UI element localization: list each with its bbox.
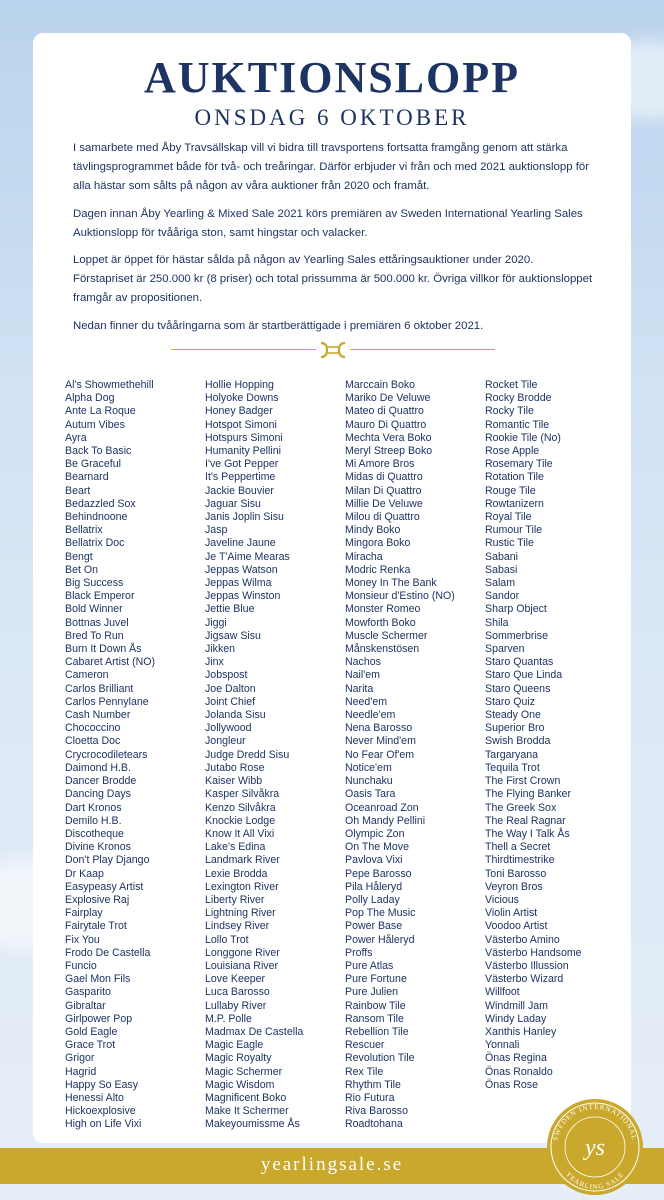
- horse-name: Never Mind'em: [345, 735, 416, 748]
- horse-name: Luca Barosso: [205, 986, 270, 999]
- horse-name: On The Move: [345, 841, 409, 854]
- horse-name: Mechta Vera Boko: [345, 431, 432, 444]
- horse-name: Jigsaw Sisu: [205, 629, 261, 642]
- horse-name: I've Got Pepper: [205, 458, 279, 471]
- horse-name: The Greek Sox: [485, 801, 557, 814]
- horse-name: Millie De Veluwe: [345, 497, 423, 510]
- horse-name: Bet On: [65, 563, 98, 576]
- horse-name: Steady One: [485, 709, 541, 722]
- horse-name: Proffs: [345, 946, 373, 959]
- horse-name: Funcio: [65, 959, 97, 972]
- horse-name: Cameron: [65, 669, 109, 682]
- horse-name: Oasis Tara: [345, 788, 396, 801]
- horse-name: Jettie Blue: [205, 603, 255, 616]
- horse-name: Revolution Tile: [345, 1052, 415, 1065]
- horse-name: Rainbow Tile: [345, 999, 406, 1012]
- horse-name: Oh Mandy Pellini: [345, 814, 426, 827]
- horse-name: Liberty River: [205, 893, 265, 906]
- horse-name: Meryl Streep Boko: [345, 445, 433, 458]
- horse-name: Voodoo Artist: [485, 920, 548, 933]
- horse-name: Sharp Object: [485, 603, 547, 616]
- horse-name: Beart: [65, 484, 91, 497]
- horse-name: Rotation Tile: [485, 471, 544, 484]
- horse-name: Västerbo Wizard: [485, 973, 564, 986]
- horse-name: Mingora Boko: [345, 537, 411, 550]
- horse-name: Mariko De Veluwe: [345, 392, 431, 405]
- horse-name: Al's Showmethehill: [65, 379, 154, 391]
- horse-name: Västerbo Illussion: [485, 959, 569, 972]
- horse-name: Makeyoumissme Ås: [205, 1118, 300, 1131]
- horse-name: Grigor: [65, 1052, 95, 1065]
- horse-name: Grace Trot: [65, 1039, 116, 1052]
- horse-name: Bottnas Juvel: [65, 616, 129, 629]
- horse-name: Jackie Bouvier: [205, 484, 274, 497]
- horse-name: Mateo di Quattro: [345, 405, 424, 418]
- horse-column-1: [65, 379, 205, 1132]
- horse-name: Sommerbrise: [485, 629, 548, 642]
- horse-name: Bellatrix Doc: [65, 537, 125, 550]
- horse-name: Toni Barosso: [485, 867, 547, 880]
- horse-name: Bengt: [65, 550, 93, 563]
- content-card: [33, 33, 631, 1143]
- horse-name: Windmill Jam: [485, 999, 548, 1012]
- horse-name: Olympic Zon: [345, 827, 405, 840]
- horse-name: Kasper Silvåkra: [205, 788, 280, 801]
- horse-name: Girlpower Pop: [65, 1012, 133, 1025]
- horse-name: Hickoexplosive: [65, 1105, 136, 1118]
- horse-name: Javeline Jaune: [205, 537, 276, 550]
- horse-name: Chococcino: [65, 722, 121, 735]
- horse-name: Nail'em: [345, 669, 380, 682]
- page-title: AUKTIONSLOPP: [143, 53, 521, 102]
- horse-name: Know It All Vixi: [205, 827, 275, 840]
- horse-name: Rumour Tile: [485, 524, 543, 537]
- intro-paragraph: Loppet är öppet för hästar sålda på någon av Yearling Sales ettåringsauktioner under 2020. Förstapriset är 250.000 kr (8 priser) och total prissumma är 500.000 kr. Övriga villkor för auktionsloppet framgår av propositionen.: [73, 254, 593, 305]
- horse-name: Bellatrix: [65, 524, 103, 537]
- seal-top-text: SWEDEN INTERNATIONAL: [551, 1102, 639, 1142]
- horse-name: Joint Chief: [205, 695, 256, 708]
- horse-name: Riva Barosso: [345, 1105, 408, 1118]
- horse-name: Narita: [345, 682, 374, 695]
- horse-name: Lollo Trot: [205, 933, 249, 946]
- horse-name: Landmark River: [205, 854, 280, 867]
- yearling-sale-seal-logo: [535, 1087, 655, 1197]
- horse-name: Royal Tile: [485, 511, 532, 524]
- horse-name: Power Håleryd: [345, 933, 415, 946]
- horse-name: Ransom Tile: [345, 1012, 404, 1025]
- horse-name: Hollie Hopping: [205, 379, 274, 391]
- horse-name: Joe Dalton: [205, 682, 256, 695]
- horse-name: Don't Play Django: [65, 854, 150, 867]
- horse-name: Magic Wisdom: [205, 1078, 275, 1091]
- intro-paragraph: Nedan finner du tvååringarna som är startberättigade i premiären 6 oktober 2021.: [73, 319, 484, 332]
- horse-name: Lake's Edina: [205, 841, 266, 854]
- horse-name: Mindy Boko: [345, 524, 401, 537]
- horse-name: Mauro Di Quattro: [345, 418, 427, 431]
- horse-name: Milou di Quattro: [345, 511, 420, 524]
- horse-name: Notice'em: [345, 761, 392, 774]
- horse-name: Carlos Pennylane: [65, 695, 149, 708]
- horse-name: Longgone River: [205, 946, 280, 959]
- horse-name: Oceanroad Zon: [345, 801, 419, 814]
- horse-column-4: [485, 379, 625, 1092]
- horse-name: Staro Quiz: [485, 695, 536, 708]
- horse-name: Rocket Tile: [485, 379, 538, 391]
- horse-name: Månskenstösen: [345, 643, 420, 656]
- seal-bottom-text: YEARLING SALE: [564, 1170, 626, 1192]
- horse-column-2: [205, 379, 345, 1132]
- horse-name: Polly Laday: [345, 893, 400, 906]
- horse-name: Lindsey River: [205, 920, 270, 933]
- horse-name: Rescuer: [345, 1039, 385, 1052]
- horse-name: Pure Fortune: [345, 973, 407, 986]
- horse-name: Hagrid: [65, 1065, 97, 1078]
- divider-line: [171, 349, 316, 350]
- horse-name: Monsieur d'Estino (NO): [345, 590, 455, 603]
- intro-paragraph: I samarbete med Åby Travsällskap vill vi bidra till travsportens fortsatta framgång genom att stärka tävlingsprogrammet både för två- och treåringar. Därför erbjuder vi från och med 2021 auktionslopp för alla hästar som sålts på någon av våra auktioner från 2020 och framåt.: [73, 142, 590, 193]
- horse-name: Gibraltar: [65, 999, 106, 1012]
- horse-name: Sparven: [485, 643, 525, 656]
- horse-name: Madmax De Castella: [205, 1025, 304, 1038]
- horse-name: Rio Futura: [345, 1091, 395, 1104]
- horse-name: Pure Julien: [345, 986, 398, 999]
- horse-name: Magic Eagle: [205, 1039, 264, 1052]
- horse-name: Mowforth Boko: [345, 616, 416, 629]
- horse-name: Carlos Brilliant: [65, 682, 134, 695]
- horse-name: Jutabo Rose: [205, 761, 265, 774]
- horse-name: Romantic Tile: [485, 418, 550, 431]
- horse-name: Make It Schermer: [205, 1105, 289, 1118]
- horse-name: Pavlova Vixi: [345, 854, 403, 867]
- horse-name: Gael Mon Fils: [65, 973, 131, 986]
- horse-name: Rouge Tile: [485, 484, 536, 497]
- intro-text: [73, 139, 593, 344]
- horse-name: Kaiser Wibb: [205, 775, 263, 788]
- horse-name: Burn It Down Ås: [65, 643, 142, 656]
- horse-name: Nachos: [345, 656, 381, 669]
- horse-name: Pop The Music: [345, 907, 416, 920]
- horse-name: Önas Ronaldo: [485, 1065, 553, 1078]
- horse-name: It's Peppertime: [205, 471, 276, 484]
- horse-name: Lexie Brodda: [205, 867, 268, 880]
- horse-name: Västerbo Amino: [485, 933, 560, 946]
- horse-name: Fairplay: [65, 907, 103, 920]
- horse-name: Divine Kronos: [65, 841, 131, 854]
- horse-name: Needle'em: [345, 709, 396, 722]
- horse-name: High on Life Vixi: [65, 1118, 142, 1131]
- horse-name: Janis Joplin Sisu: [205, 511, 284, 524]
- horse-name: Dr Kaap: [65, 867, 104, 880]
- horse-name: Explosive Raj: [65, 893, 130, 906]
- horse-name: Jolanda Sisu: [205, 709, 266, 722]
- horse-name: Je T'Aime Mearas: [205, 550, 290, 563]
- horse-name: Önas Regina: [485, 1052, 547, 1065]
- page-subtitle: ONSDAG 6 OKTOBER: [194, 105, 470, 130]
- horse-name: Jeppas Watson: [205, 563, 278, 576]
- horse-name: Holyoke Downs: [205, 392, 279, 405]
- horse-name: Pila Håleryd: [345, 880, 403, 893]
- horse-name: Money In The Bank: [345, 577, 437, 590]
- horse-name: Dancer Brodde: [65, 775, 137, 788]
- horse-name: Magnificent Boko: [205, 1091, 287, 1104]
- horse-name: Jinx: [205, 656, 224, 669]
- ornament-divider: [171, 340, 495, 360]
- horseshoe-ornament-icon: [317, 340, 349, 360]
- horse-name: Happy So Easy: [65, 1078, 139, 1091]
- horse-name: Superior Bro: [485, 722, 545, 735]
- horse-name: Big Success: [65, 577, 124, 590]
- horse-name: Staro Queens: [485, 682, 551, 695]
- horse-name: Vicious: [485, 893, 519, 906]
- horse-name: Jeppas Winston: [205, 590, 281, 603]
- horse-name: Lightning River: [205, 907, 276, 920]
- horse-name: Cloetta Doc: [65, 735, 121, 748]
- horse-name: Rookie Tile (No): [485, 431, 561, 444]
- horse-name: Back To Basic: [65, 445, 132, 458]
- horse-name: No Fear Of'em: [345, 748, 415, 761]
- horse-name: Crycrocodiletears: [65, 748, 148, 761]
- horse-name: The First Crown: [485, 775, 561, 788]
- horse-name: Rose Apple: [485, 445, 540, 458]
- horse-name: Jiggi: [205, 616, 227, 629]
- horse-name: Be Graceful: [65, 458, 121, 471]
- horse-name: Power Base: [345, 920, 403, 933]
- horse-name: Willfoot: [485, 986, 520, 999]
- horse-name: Västerbo Handsome: [485, 946, 582, 959]
- horse-name: Nena Barosso: [345, 722, 413, 735]
- horse-name: Sabasi: [485, 563, 518, 576]
- horse-name: Mi Amore Bros: [345, 458, 415, 471]
- horse-name: Dancing Days: [65, 788, 131, 801]
- horse-name: Targaryana: [485, 748, 538, 761]
- horse-name: Jasp: [205, 524, 228, 537]
- horse-name: The Flying Banker: [485, 788, 571, 801]
- horse-name: Windy Laday: [485, 1012, 547, 1025]
- horse-name: Salam: [485, 577, 516, 590]
- horse-name: Easypeasy Artist: [65, 880, 144, 893]
- horse-name: Honey Badger: [205, 405, 273, 418]
- horse-name: Hotspurs Simoni: [205, 431, 283, 444]
- horse-name: Nunchaku: [345, 775, 393, 788]
- horse-name: Jongleur: [205, 735, 246, 748]
- horse-name: Miracha: [345, 550, 383, 563]
- horse-name: Knockie Lodge: [205, 814, 276, 827]
- horse-name: Rustic Tile: [485, 537, 534, 550]
- horse-name: Shila: [485, 616, 509, 629]
- horse-name: Ante La Roque: [65, 405, 136, 418]
- horse-name: Bold Winner: [65, 603, 123, 616]
- horse-name: The Way I Talk Ås: [485, 827, 570, 840]
- horse-name: Ayra: [65, 431, 87, 444]
- horse-name: Jollywood: [205, 722, 252, 735]
- horse-name: Rocky Tile: [485, 405, 534, 418]
- horse-name: Gasparito: [65, 986, 111, 999]
- horse-name: Frodo De Castella: [65, 946, 151, 959]
- divider-line: [350, 349, 495, 350]
- horse-name: Sabani: [485, 550, 518, 563]
- horse-name: Jobspost: [205, 669, 248, 682]
- horse-name: Modric Renka: [345, 563, 411, 576]
- horse-name: Lexington River: [205, 880, 279, 893]
- horse-name: Muscle Schermer: [345, 629, 428, 642]
- horse-name: Discotheque: [65, 827, 124, 840]
- horse-name: Yonnali: [485, 1039, 520, 1052]
- horse-name: Xanthis Hanley: [485, 1025, 557, 1038]
- horse-name: Fix You: [65, 933, 100, 946]
- horse-name: Monster Romeo: [345, 603, 421, 616]
- horse-name: Gold Eagle: [65, 1025, 118, 1038]
- horse-name: Swish Brodda: [485, 735, 551, 748]
- horse-name: Magic Royalty: [205, 1052, 272, 1065]
- horse-name: Veyron Bros: [485, 880, 543, 893]
- horse-name: Need'em: [345, 695, 388, 708]
- horse-name: Thirdtimestrike: [485, 854, 555, 867]
- horse-name: Louisiana River: [205, 959, 279, 972]
- footer-url[interactable]: yearlingsale.se: [260, 1154, 404, 1175]
- horse-column-3: [345, 379, 485, 1132]
- horse-name: Love Keeper: [205, 973, 266, 986]
- horse-name: Bearnard: [65, 471, 109, 484]
- horse-name: Milan Di Quattro: [345, 484, 422, 497]
- horse-name: Alpha Dog: [65, 392, 115, 405]
- horse-name: Black Emperor: [65, 590, 135, 603]
- horse-name: Rex Tile: [345, 1065, 384, 1078]
- horse-name: Jaguar Sisu: [205, 497, 261, 510]
- horse-name: Cash Number: [65, 709, 131, 722]
- horse-name: Bred To Run: [65, 629, 124, 642]
- horse-name: Rhythm Tile: [345, 1078, 401, 1091]
- horse-name: Pure Atlas: [345, 959, 394, 972]
- horse-name: Hotspot Simoni: [205, 418, 277, 431]
- intro-paragraph: Dagen innan Åby Yearling & Mixed Sale 2021 körs premiären av Sweden International Yearling Sales Auktionslopp för tvååriga ston, samt hingstar och valacker.: [73, 207, 583, 239]
- horse-name: Magic Schermer: [205, 1065, 283, 1078]
- horse-name: Jikken: [205, 643, 236, 656]
- horse-name: Staro Quantas: [485, 656, 554, 669]
- horse-name: Rowtanizern: [485, 497, 544, 510]
- horse-name: Humanity Pellini: [205, 445, 281, 458]
- horse-name: Dart Kronos: [65, 801, 122, 814]
- horse-name: Rosemary Tile: [485, 458, 553, 471]
- horse-name: Marccain Boko: [345, 379, 416, 391]
- horse-name: Tequila Trot: [485, 761, 540, 774]
- horse-name: The Real Ragnar: [485, 814, 566, 827]
- horse-name: Lullaby River: [205, 999, 267, 1012]
- seal-monogram: ys: [585, 1135, 605, 1161]
- horse-name: Önas Rose: [485, 1078, 538, 1091]
- horse-name: Pepe Barosso: [345, 867, 412, 880]
- horse-name: Staro Que Linda: [485, 669, 563, 682]
- horse-name: Roadtohana: [345, 1118, 403, 1131]
- horse-name: Thell a Secret: [485, 841, 551, 854]
- horse-name: Midas di Quattro: [345, 471, 423, 484]
- horse-name: Violin Artist: [485, 907, 538, 920]
- horse-name: Bedazzled Sox: [65, 497, 136, 510]
- horse-name: Autum Vibes: [65, 418, 125, 431]
- horse-name: Behindnoone: [65, 511, 128, 524]
- horse-name: Kenzo Silvåkra: [205, 801, 276, 814]
- horse-name: M.P. Polle: [205, 1012, 252, 1025]
- horse-name: Jeppas Wilma: [205, 577, 272, 590]
- horse-name: Rebellion Tile: [345, 1025, 409, 1038]
- horse-name: Demilo H.B.: [65, 814, 122, 827]
- horse-name: Henessi Alto: [65, 1091, 124, 1104]
- horse-name: Fairytale Trot: [65, 920, 127, 933]
- horse-name: Sandor: [485, 590, 520, 603]
- horse-name: Judge Dredd Sisu: [205, 748, 290, 761]
- horse-name: Daimond H.B.: [65, 761, 131, 774]
- horse-name: Cabaret Artist (NO): [65, 656, 156, 669]
- horse-name: Rocky Brodde: [485, 392, 552, 405]
